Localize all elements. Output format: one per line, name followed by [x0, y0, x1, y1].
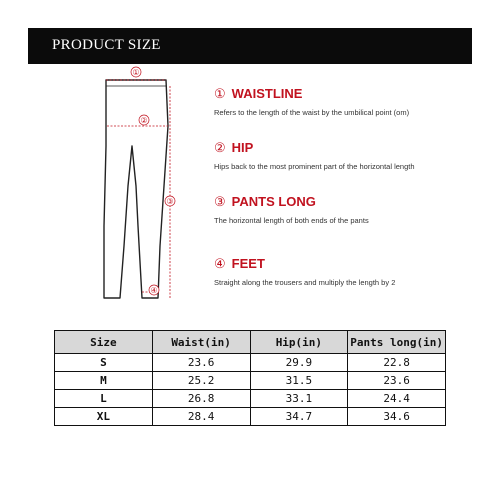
spec-hip-desc: Hips back to the most prominent part of the horizontal length [214, 162, 415, 171]
spec-feet [214, 256, 484, 287]
spec-hip [214, 140, 484, 171]
waist-cell: 23.6 [152, 354, 250, 372]
product-size-banner [28, 28, 472, 64]
waist-cell: 25.2 [152, 372, 250, 390]
spec-waistline [214, 86, 484, 117]
header-hip: Hip(in) [250, 331, 348, 354]
size-cell: L [55, 390, 153, 408]
table-row [55, 354, 446, 372]
marker-2-label: ② [140, 116, 148, 125]
hip-cell: 34.7 [250, 408, 348, 426]
banner-title: PRODUCT SIZE [52, 37, 161, 53]
pants-long-cell: 24.4 [348, 390, 446, 408]
spec-waistline-title: WAISTLINE [231, 86, 303, 101]
hip-cell: 29.9 [250, 354, 348, 372]
size-cell: M [55, 372, 153, 390]
header-size: Size [55, 331, 153, 354]
size-cell: XL [55, 408, 153, 426]
spec-waistline-desc: Refers to the length of the waist by the umbilical point (om) [214, 108, 410, 117]
pants-long-cell: 23.6 [348, 372, 446, 390]
size-cell: S [55, 354, 153, 372]
spec-pants-long-title: PANTS LONG [231, 194, 316, 209]
header-pants-long: Pants long(in) [348, 331, 446, 354]
table-header-row [55, 331, 446, 354]
table-row [55, 390, 446, 408]
spec-pants-long [214, 194, 484, 225]
pants-long-cell: 22.8 [348, 354, 446, 372]
pants-outline [104, 80, 168, 298]
spec-hip-title: HIP [231, 140, 254, 155]
marker-4-label: ④ [150, 286, 158, 295]
marker-3-label: ③ [166, 197, 174, 206]
hip-cell: 33.1 [250, 390, 348, 408]
waist-cell: 28.4 [152, 408, 250, 426]
waist-cell: 26.8 [152, 390, 250, 408]
table-row [55, 372, 446, 390]
spec-feet-number: ④ [214, 256, 226, 271]
spec-feet-title: FEET [231, 256, 265, 271]
header-waist: Waist(in) [152, 331, 250, 354]
spec-feet-desc: Straight along the trousers and multiply the length by 2 [214, 278, 396, 287]
spec-hip-number: ② [214, 140, 226, 155]
pants-long-cell: 34.6 [348, 408, 446, 426]
marker-1-label: ① [132, 68, 140, 77]
size-chart-table [54, 330, 446, 426]
spec-waistline-number: ① [214, 86, 226, 101]
pants-diagram [96, 66, 196, 316]
spec-pants-long-desc: The horizontal length of both ends of the pants [214, 216, 369, 225]
hip-cell: 31.5 [250, 372, 348, 390]
spec-pants-long-number: ③ [214, 194, 226, 209]
table-row [55, 408, 446, 426]
